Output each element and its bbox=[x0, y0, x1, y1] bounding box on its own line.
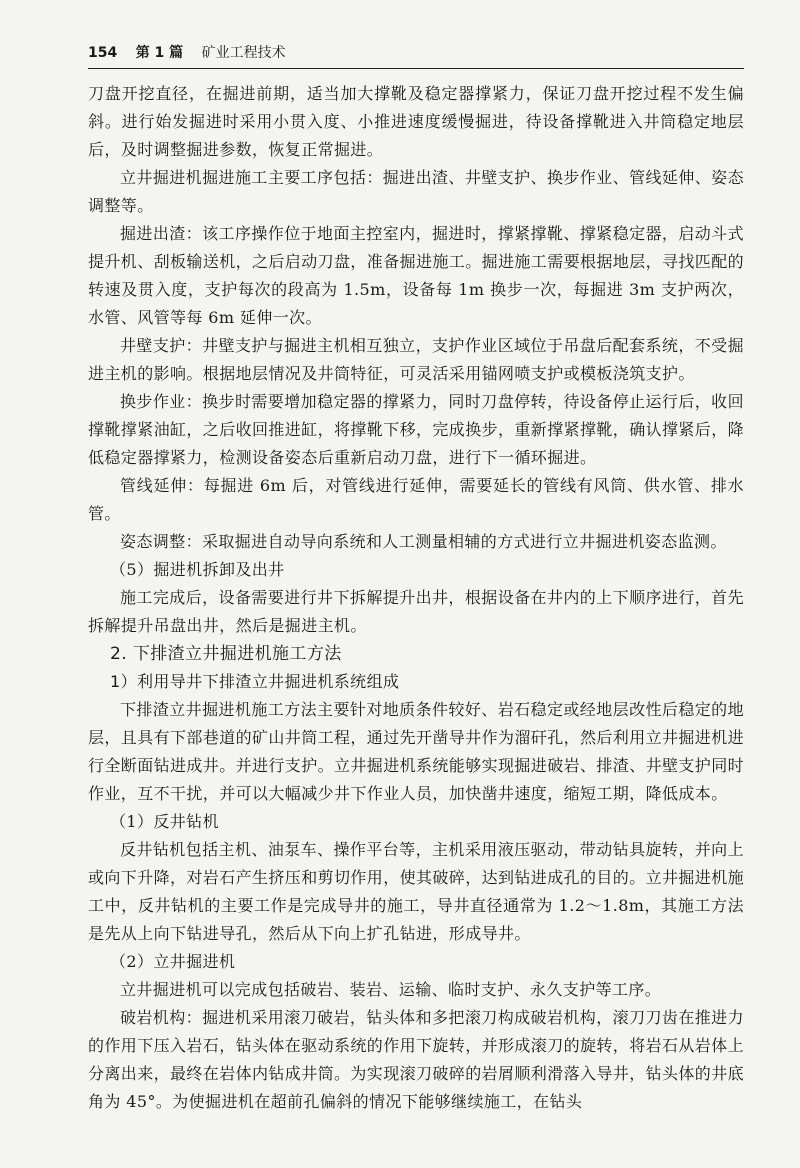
paragraph: 立井掘进机掘进施工主要工序包括：掘进出渣、井壁支护、换步作业、管线延伸、姿态调整等。 bbox=[88, 168, 744, 215]
paragraph: 下排渣立井掘进机施工方法主要针对地质条件较好、岩石稳定或经地层改性后稳定的地层，且具有下部巷道的矿山井筒工程，通过先开凿导井作为溜矸孔，然后利用立井掘进机进行全断面钻进成井。并进行支护。立井掘进机系统能够实现掘进破岩、排渣、井壁支护同时作业，互不干扰，并可以大幅减少井下作业人员，加快凿井速度，缩短工期，降低成本。 bbox=[88, 700, 745, 803]
item-heading: （5）掘进机拆卸及出井 bbox=[110, 560, 285, 579]
running-header bbox=[88, 42, 744, 69]
paragraph: 管线延伸：每掘进 6m 后，对管线进行延伸，需要延长的管线有风筒、供水管、排水管。 bbox=[88, 476, 744, 523]
part-label: 第 1 篇 bbox=[135, 45, 184, 61]
item-heading: （2）立井掘进机 bbox=[110, 952, 236, 971]
book-title: 矿业工程技术 bbox=[201, 45, 286, 61]
body-text bbox=[88, 80, 744, 1116]
paragraph: 姿态调整：采取掘进自动导向系统和人工测量相辅的方式进行立井掘进机姿态监测。 bbox=[120, 532, 727, 551]
paragraph: 施工完成后，设备需要进行井下拆解提升出井，根据设备在井内的上下顺序进行，首先拆解提升吊盘出井，然后是掘进主机。 bbox=[88, 588, 744, 635]
paragraph: 破岩机构：掘进机采用滚刀破岩，钻头体和多把滚刀构成破岩机构，滚刀刀齿在推进力的作用下压入岩石，钻头体在驱动系统的作用下旋转，并形成滚刀的旋转，将岩石从岩体上分离出来，最终在岩体内钻成井筒。为实现滚刀破碎的岩屑顺利滑落入导井，钻头体的井底角为 45°。为使掘进机在超前孔偏斜的情况下能够继续施工，在钻头 bbox=[88, 1008, 745, 1111]
section-heading: 2. 下排渣立井掘进机施工方法 bbox=[110, 644, 342, 664]
paragraph: 掘进出渣：该工序操作位于地面主控室内，掘进时，撑紧撑靴、撑紧稳定器，启动斗式提升机、刮板输送机，之后启动刀盘，准备掘进施工。掘进施工需要根据地层，寻找匹配的转速及贯入度，支护每次的段高为 1.5m，设备每 1m 换步一次，每掘进 3m 支护两次，水管、风管等每 6m 延伸一次。 bbox=[88, 224, 745, 327]
paragraph: 井壁支护：井壁支护与掘进主机相互独立，支护作业区域位于吊盘后配套系统，不受掘进主机的影响。根据地层情况及井筒特征，可灵活采用锚网喷支护或模板浇筑支护。 bbox=[88, 336, 744, 383]
paragraph: 换步作业：换步时需要增加稳定器的撑紧力，同时刀盘停转，待设备停止运行后，收回撑靴撑紧油缸，之后收回推进缸，将撑靴下移，完成换步，重新撑紧撑靴，确认撑紧后，降低稳定器撑紧力，检测设备姿态后重新启动刀盘，进行下一循环掘进。 bbox=[88, 392, 745, 467]
page-number: 154 bbox=[88, 45, 118, 61]
paragraph: 立井掘进机可以完成包括破岩、装岩、运输、临时支护、永久支护等工序。 bbox=[120, 980, 662, 999]
subsection-heading: 1）利用导井下排渣立井掘进机系统组成 bbox=[110, 672, 400, 691]
paragraph: 反井钻机包括主机、油泵车、操作平台等，主机采用液压驱动，带动钻具旋转，并向上或向下升降，对岩石产生挤压和剪切作用，使其破碎，达到钻进成孔的目的。立井掘进机施工中，反井钻机的主要工作是完成导井的施工，导井直径通常为 1.2～1.8m，其施工方法是先从上向下钻进导孔，然后从下向上扩孔钻进，形成导井。 bbox=[88, 840, 745, 943]
paragraph: 刀盘开挖直径，在掘进前期，适当加大撑靴及稳定器撑紧力，保证刀盘开挖过程不发生偏斜。进行始发掘进时采用小贯入度、小推进速度缓慢掘进，待设备撑靴进入井筒稳定地层后，及时调整掘进参数，恢复正常掘进。 bbox=[88, 84, 744, 159]
item-heading: （1）反井钻机 bbox=[110, 812, 219, 831]
